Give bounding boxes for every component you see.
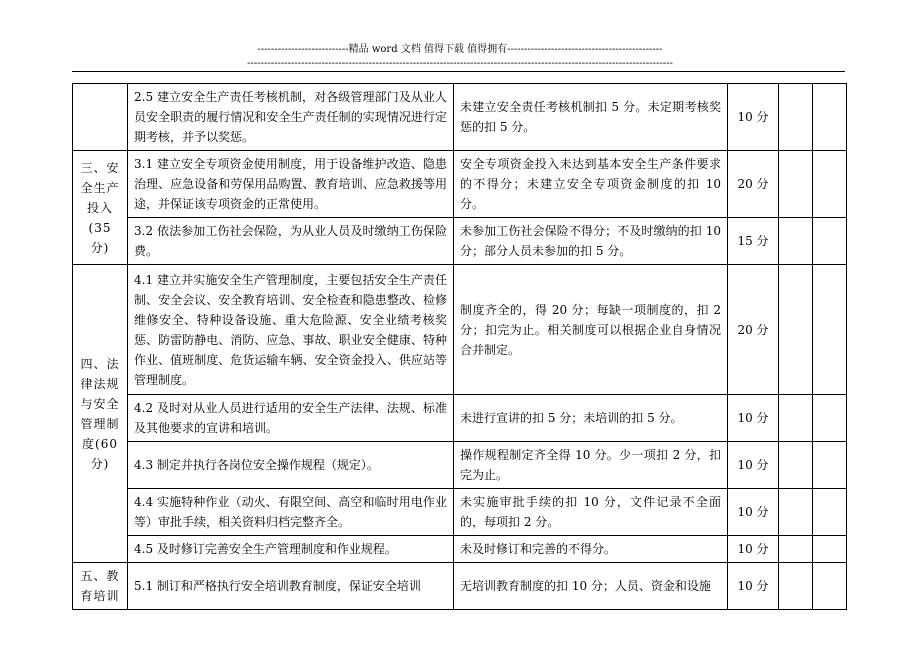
table-row (73, 151, 847, 218)
table-row (73, 395, 847, 442)
blank-cell (779, 218, 813, 265)
blank-cell (813, 489, 847, 536)
score-cell: 20 分 (728, 265, 779, 395)
blank-cell (779, 489, 813, 536)
item-cell: 5.1 制订和严格执行安全培训教育制度，保证安全培训 (128, 563, 454, 610)
doc-header-dashes: ------------------------------------------------------------------------------------------------------------------------------ (247, 58, 673, 69)
criteria-cell: 未参加工伤社会保险不得分；不及时缴纳的扣 10 分；部分人员未参加的扣 5 分。 (454, 218, 728, 265)
header-rule (72, 71, 845, 72)
blank-cell (813, 442, 847, 489)
assessment-table (72, 83, 847, 610)
blank-cell (779, 84, 813, 151)
criteria-cell: 未及时修订和完善的不得分。 (454, 536, 728, 563)
category-cell: 五、教育培训 (73, 563, 128, 610)
table-row (73, 442, 847, 489)
score-cell: 10 分 (728, 395, 779, 442)
table-row (73, 218, 847, 265)
doc-header-line: ---------------------------精品 word 文档 值得下载 值得拥有---------------------------------------------- (257, 44, 663, 55)
criteria-cell: 未实施审批手续的扣 10 分，文件记录不全面的，每项扣 2 分。 (454, 489, 728, 536)
item-cell: 4.1 建立并实施安全生产管理制度，主要包括安全生产责任制、安全会议、安全教育培训、安全检查和隐患整改、检修维修安全、特种设备设施、重大危险源、安全业绩考核奖惩、防雷防静电、消防、应急、事故、职业安全健康、特种作业、值班制度、危货运输车辆、安全资金投入、供应站等管理制度。 (128, 265, 454, 395)
item-cell: 4.5 及时修订完善安全生产管理制度和作业规程。 (128, 536, 454, 563)
item-cell: 3.1 建立安全专项资金使用制度，用于设备维护改造、隐患治理、应急设备和劳保用品购置、教育培训、应急救援等用途，并保证该专项资金的正常使用。 (128, 151, 454, 218)
blank-cell (779, 265, 813, 395)
table-row (73, 84, 847, 151)
item-cell: 4.2 及时对从业人员进行适用的安全生产法律、法规、标准及其他要求的宣讲和培训。 (128, 395, 454, 442)
table-row (73, 489, 847, 536)
criteria-cell: 无培训教育制度的扣 10 分；人员、资金和设施 (454, 563, 728, 610)
blank-cell (779, 151, 813, 218)
criteria-cell: 安全专项资金投入未达到基本安全生产条件要求的不得分；未建立安全专项资金制度的扣 10 分。 (454, 151, 728, 218)
category-cell: 三、安全生产投入(35 分) (73, 151, 128, 265)
blank-cell (779, 395, 813, 442)
item-cell: 2.5 建立安全生产责任考核机制，对各级管理部门及从业人员安全职责的履行情况和安全生产责任制的实现情况进行定期考核，并予以奖惩。 (128, 84, 454, 151)
score-cell: 15 分 (728, 218, 779, 265)
score-cell: 10 分 (728, 84, 779, 151)
table-row (73, 265, 847, 395)
blank-cell (813, 536, 847, 563)
table-row (73, 536, 847, 563)
item-cell: 4.3 制定并执行各岗位安全操作规程（规定）。 (128, 442, 454, 489)
score-cell: 10 分 (728, 442, 779, 489)
blank-cell (813, 84, 847, 151)
score-cell: 10 分 (728, 536, 779, 563)
item-cell: 4.4 实施特种作业（动火、有限空间、高空和临时用电作业等）审批手续，相关资料归档完整齐全。 (128, 489, 454, 536)
blank-cell (813, 265, 847, 395)
score-cell: 10 分 (728, 563, 779, 610)
criteria-cell: 操作规程制定齐全得 10 分。少一项扣 2 分，扣完为止。 (454, 442, 728, 489)
item-cell: 3.2 依法参加工伤社会保险，为从业人员及时缴纳工伤保险费。 (128, 218, 454, 265)
criteria-cell: 未建立安全责任考核机制扣 5 分。未定期考核奖惩的扣 5 分。 (454, 84, 728, 151)
category-cell: 四、法律法规与安全管理制度(60 分) (73, 265, 128, 563)
blank-cell (813, 563, 847, 610)
criteria-cell: 制度齐全的，得 20 分；每缺一项制度的，扣 2 分；扣完为止。相关制度可以根据企业自身情况合并制定。 (454, 265, 728, 395)
blank-cell (813, 151, 847, 218)
blank-cell (779, 442, 813, 489)
blank-cell (813, 218, 847, 265)
criteria-cell: 未进行宣讲的扣 5 分；未培训的扣 5 分。 (454, 395, 728, 442)
table-row (73, 563, 847, 610)
blank-cell (813, 395, 847, 442)
blank-cell (779, 563, 813, 610)
category-cell (73, 84, 128, 151)
blank-cell (779, 536, 813, 563)
score-cell: 10 分 (728, 489, 779, 536)
score-cell: 20 分 (728, 151, 779, 218)
